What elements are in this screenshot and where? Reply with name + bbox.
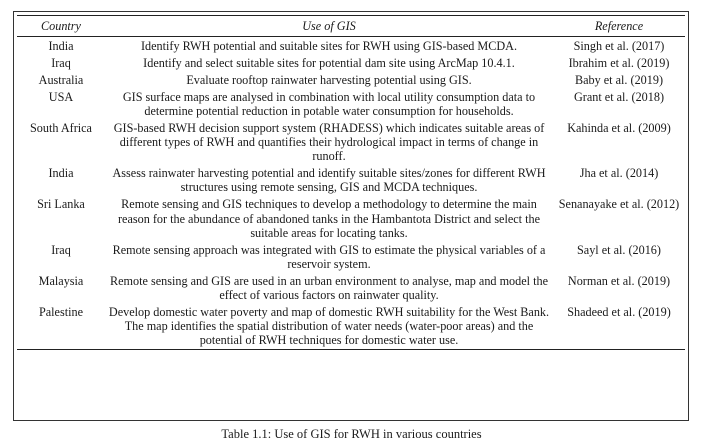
table-row	[17, 241, 685, 272]
cell-use: GIS-based RWH decision support system (RHADESS) which indicates suitable areas of different types of RWH and quantifies their hydrological impact in terms of change in runoff.	[113, 120, 545, 164]
cell-reference: Sayl et al. (2016)	[577, 242, 661, 257]
cell-use: Remote sensing and GIS techniques to develop a methodology to determine the main reason for the abundance of abandoned tanks in the Hambantota District and select the suitable areas for locating tanks.	[117, 197, 540, 240]
cell-reference: Jha et al. (2014)	[579, 166, 659, 181]
table-row	[17, 88, 685, 119]
gis-rwh-table	[17, 15, 685, 350]
table-header-row	[17, 16, 685, 37]
table-row	[17, 119, 685, 164]
cell-country: India	[48, 166, 74, 181]
table-row	[17, 273, 685, 304]
cell-reference: Singh et al. (2017)	[573, 38, 665, 53]
cell-country: Iraq	[51, 55, 71, 70]
cell-country: Sri Lanka	[37, 197, 85, 212]
cell-use: GIS surface maps are analysed in combination with local utility consumption data to determine potential reduction in potable water consumption for households.	[122, 89, 536, 118]
table-row	[17, 37, 685, 54]
cell-use: Identify and select suitable sites for potential dam site using ArcMap 10.4.1.	[143, 55, 515, 70]
table-caption: Table 1.1: Use of GIS for RWH in various countries	[221, 427, 482, 441]
cell-country: South Africa	[30, 120, 92, 135]
header-reference: Reference	[594, 19, 644, 33]
cell-country: Palestine	[38, 305, 83, 320]
cell-reference: Kahinda et al. (2009)	[567, 120, 671, 135]
cell-use: Remote sensing and GIS are used in an urban environment to analyse, map and model the effect of various factors on rainwater quality.	[110, 273, 548, 303]
table-frame	[13, 11, 689, 421]
cell-reference: Shadeed et al. (2019)	[567, 305, 671, 320]
cell-use: Remote sensing approach was integrated with GIS to estimate the physical variables of a reservoir system.	[112, 242, 546, 271]
cell-use: Develop domestic water poverty and map of domestic RWH suitability for the West Bank. The map identifies the spatial distribution of water needs (water-poor areas) and the potential of RWH techniques for domestic water use.	[108, 305, 550, 348]
table-row	[17, 54, 685, 71]
cell-country: USA	[48, 89, 74, 104]
table-row	[17, 165, 685, 196]
cell-use: Evaluate rooftop rainwater harvesting potential using GIS.	[186, 72, 472, 87]
table-row	[17, 71, 685, 88]
cell-use: Assess rainwater harvesting potential and identify suitable sites/zones for different RWH structures using remote sensing, GIS and MCDA techniques.	[112, 166, 546, 195]
cell-country: Malaysia	[38, 273, 84, 288]
cell-reference: Norman et al. (2019)	[567, 273, 671, 288]
cell-reference: Ibrahim et al. (2019)	[568, 55, 670, 70]
cell-reference: Baby et al. (2019)	[575, 72, 663, 87]
cell-country: Australia	[38, 72, 84, 87]
table-row	[17, 304, 685, 350]
cell-reference: Grant et al. (2018)	[573, 89, 665, 104]
cell-country: India	[48, 38, 74, 53]
header-use-of-gis: Use of GIS	[302, 19, 356, 33]
table-row	[17, 196, 685, 241]
cell-reference: Senanayake et al. (2012)	[558, 197, 680, 212]
cell-use: Identify RWH potential and suitable sites for RWH using GIS-based MCDA.	[140, 38, 518, 53]
header-country: Country	[41, 19, 81, 33]
cell-country: Iraq	[51, 242, 71, 257]
